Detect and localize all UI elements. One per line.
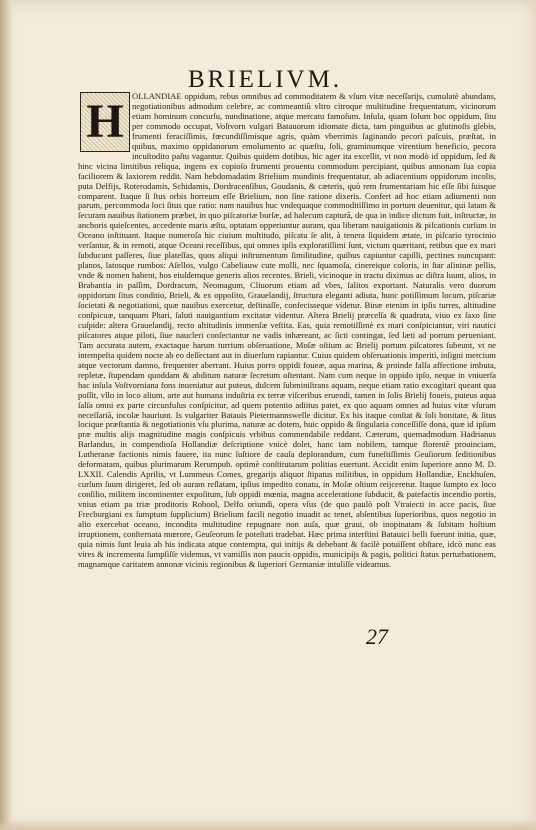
decorated-initial	[80, 92, 130, 152]
page-title: BRIELIVM.	[188, 66, 343, 93]
initial-letter: H	[86, 95, 124, 148]
body-paragraph	[78, 92, 496, 570]
page-edge-shadow	[0, 0, 14, 830]
page-bottom-edge	[0, 820, 536, 830]
body-text: OLLANDIAE oppidum, rebus omnibus ad commoditatem & vſum vitæ neceſſarijs, cumulatè abundans, negotiationibus admodum celebre, ac commeantiũ vltro citroque multitudine frequentatum, vicinorum etiam hominum concurſu, nundinatione, atque mercatu famoſum. Inſula, quam ſolum hoc oppidum, ſitu per commodo occupat, Voſtvorn vulgari Batauorum idiomate dicta, tam pinguibus ac glutinoſis glebis, frumenti feraciſſimis, fœcundiſſimisque agris, quàm vberrimis ſaginando pecori paſcuis, præſtat, in quibus, maximo oppidanorum emolumento ac quæſtu, ſoli, graminumque virentium beneficio, pecora incuſtodito paſtu vagantur. Quibus quidem dotibus, hic ager ita excellit, vt non modò id oppidum, ſed & hinc vicina limitibus reliqua, ingens ex copioſo frumenti prouentu commodum percipiant, quibus annonam ſua copia faciliorem & laxiorem reddit. Nam hebdomadatim Brielium mundinis frequentatur, ab adiacentium oppidorum incolis, puta Delfijs, Roterodamis, Schidamis, Dordracenſibus, Goudanis, & cæteris, quò rem frumentariam hic eſſe ſibi ſuisque comparent. Itaque ſi ſtus orbis horreum eſſe Brielium, non ſine ratione dixeris. Confert ad hoc etiam adiumenti non parum, percommoda loci ſitus que ratio: nam nauibus huc vndequaque commoditiſſimo in portum deuenitur, qui latam & ſecuram nauibus ſtationem præbet, in quo piſcatoriæ burſæ, ad halecum capturã, de qua in indice dictum fuit, inſtructæ, in anchoris quieſcentes, accedente maris æſtu, optatam opperiuntur auram, qua liberam nauigationis & piſcationis curſum in Oceano inſtituant. Itaque numeroſa hic ciuium multitudo, piſcatu ſe alit, à tenera ſiquidem ætate, in piſcario tyrocinio verſantur, & in remoti, atque Oceani receſſibus, qui omnes ipſis exploratiſſimi ſunt, victum quæritant, retibus que ex mari ſubducunt paſſeres, ſiue plateſſas, quos aliqui inſtrumentum ſimilitudine, quibus capiuntur capilli, pectines nuncupant: planos, latosque rumbos: Aſellos, vulgo Cabeliauw cute molli, nec ſquamoſa, cinereique coloris, in ſtar aſininæ pellis, vnde & nomen habent, hos eiuſdemque generis alios recentes. Brieli, vicinoque in tractu diximus ac diſtra luunt, alios, in Brabantia in paſſim, Dordracum, Neomagum, Cliuorum etiam ad vbes, ſalitos exportant. Naturalis vero duorum oppidorum ſitus conditio, Brieli, & ex oppoſito, Grauelandij, ſtructura eleganti adiuta, hunc potiſſimum locum, piſcariæ ſocietati & negotiationi, quæ nauibus exercetur, deſtinaſſe, confecisseque videtur. Binæ etenim in ipſis turres, altitudine conſpicuæ, tanquam Phari, ſaluti nauigantium excitatæ videntur. Altera Brielij præcelſa & quadrata, viuo ex ſaxo ſine cuſpide: altera Grauelandij, recto altitudinis immenſæ veſtita. Eas, quia remotiſſimè ex mari conſpiciantur, viri nautici piſcatores atque piloti, ſiue naucleri conſectantur ne vadis inhæreant, ac ſicti contingat, ſed læti ad portum perueniant. Tam accurata autem, exactaque harum turrium obſeruatione, Moſæ oſtium ac Brielij portum piſcatores ſubeunt, vt ne intempeſta quidem nocte ab eo deſſectant aut in diuerſum rapiantur. Cuius quidem obſeruationis imperiti, inſigni mercium atque vectorum damno, frequenter aberrant. Huius porro oppidi foueæ, aqua marina, & proinde falſa affectione imbuta, repletæ, ſtupendam quoddam & abditum naturæ ſecretum oſtentant. Nam cum neque in oppido ipſo, neque in vniuerſa hac inſula Voſtvorniana fons inueniatur aut puteus, dulcem ſubminiſtrans aquam, neque etiam ratio excogitari queant qua poſſit, vllo in loco alium, arte aut humana induſtria ex terræ viſceribus eruendi, tamen in ſolis Brielij foueis, puteus aqua ſalſa omni ex parte circunfuſus conſpicitur, ad quem potentio adiitus patet, ex quo aquam omnes ad huius vitæ vſuram neceſſariã, incolæ hauriunt. Is vulgariter Batauis Pietermannswelle dicitur. Ex his itaque conſtat & ſoli bonitate, & ſitus locique præſtantia & negotiationis vſu plurima, naturæ ac dotem, huic oppido & ſingularia conceſſiſſe dona, quæ id ipſum præ multis alijs magnitudine magis conſpicuis vrbibus commendabile reddant. Cæterum, quemadmodum Hadrianus Barlandus, in compendioſa Hollandiæ deſcriptione vnicè dolet, hanc tam nobilem, tamque florentẽ prouinciam, Lutheranæ factionis nimis fauere, ita nunc ſuſtiore de cauſa deplorandum, cum funeſtiſſimis Geuſiorum ſeditionibus deformatam, quibus plurimarum Rerumpub. optimè conſtitutarum politias euertunt. Accidit enim ſuperiore anno M. D. LXXII. Calendis Aprilis, vt Lummeus Comes, gregarijs aliquot ſtipatus militibus, in oppidum Hollandiæ, Enckhuſen, curſum ſuum dirigeret, ſed ob auram reſlatam, ipſius impedito conatu, in Moſæ oſtium reijceretur. Itaque ſumpto ex loco conſilio, militem incontinenter expoſitum, ſub oppidi mœnia, magna acceleratione ſubducit, & patefactis incendio portis, vnius etiam pa triæ proditoris Robool, Delfo oriundi, opera vſus (de quo paulò poſt Vtraiecti in acce pacis, ſiue Frecburgiani ex ſumptum ſupplicium) Brielium facili negotio inuadit ac tenet, abſentibus ſuperioribus, quos negotio in alio exercebat oceano, incondita multitudine repugnare non auſa, quæ graui, ob inopinatam & ſubitam hoſtium irruptionem, conſternata mœrore, Geuſeorum ſe poteſtati tradebat. Hæc prima interſtini Batauici belli fuerunt initia, quæ, quia nimis ſunt leuia ab his indicata atque contempta, qui initijs & debebant & facilè potuiſſent obſtare, idcò nunc eas vires & incrementa ſumpſiſſe videmus, vt vamiſſis non paucis oppidis, municipijs & pagis, politici ſtatus perturbationem, magnamque caritatem annonæ vicinis regionibus & ſuperiori Germaniæ intuliſſe videamus.	[78, 91, 496, 569]
page-number: 27	[366, 624, 388, 649]
